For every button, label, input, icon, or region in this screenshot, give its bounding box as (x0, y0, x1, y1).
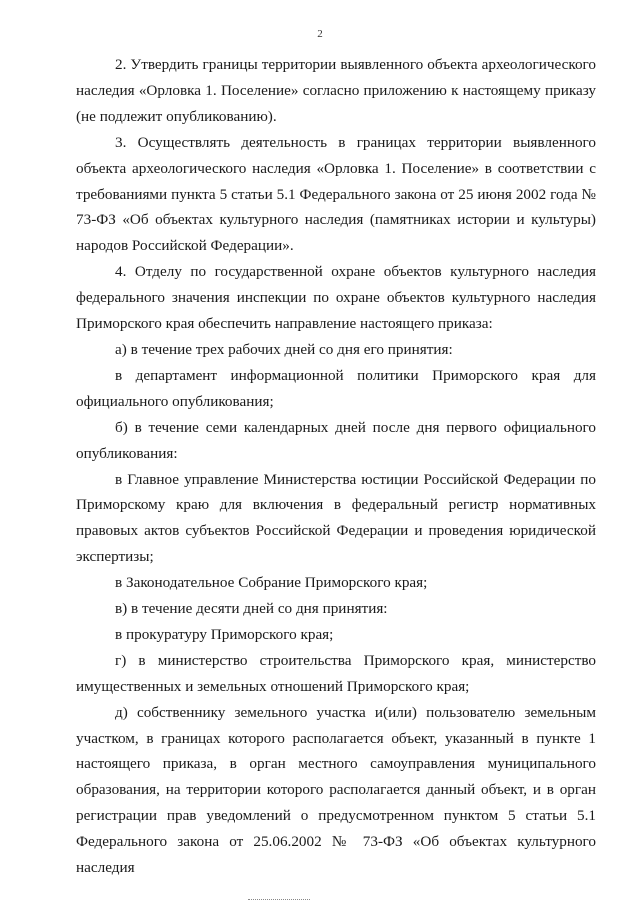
paragraph-item-d: д) собственнику земельного участка и(или) пользователю земельным участком, в границах которого располагается объект, указанный в пункте 1 настоящего приказа, в орган местного самоуправления муниципального образования, на территории которого располагается данный объект, и в орган регистрации прав уведомлений о предусмотренном пунктом 5 статьи 5.1 Федерального закона от 25.06.2002 № 73-ФЗ «Об объектах культурного наследия (76, 703, 596, 877)
paragraph-ministry-of-justice: в Главное управление Министерства юстиции Российской Федерации по Приморскому краю для включения в федеральный регистр нормативных правовых актов субъектов Российской Федерации и проведения юридической экспертизы; (76, 470, 596, 566)
paragraph-legislative-assembly: в Законодательное Собрание Приморского края; (115, 574, 428, 592)
paragraph-item-b: б) в течение семи календарных дней после дня первого официального опубликования: (76, 418, 596, 462)
paragraph-item-g: г) в министерство строительства Приморского края, министерство имущественных и земельных отношений Приморского края; (76, 651, 596, 695)
footer-dotted-line (248, 899, 310, 900)
document-body (76, 52, 596, 881)
paragraph-department-directive: 4. Отделу по государственной охране объектов культурного наследия федерального значения инспекции по охране объектов культурного наследия Приморского края обеспечить направление настоящего приказа: (76, 263, 596, 333)
paragraph-information-policy: в департамент информационной политики Приморского края для официального опубликования; (76, 366, 596, 410)
paragraph-approve-boundaries: 2. Утвердить границы территории выявленного объекта археологического наследия «Орловка 1. Поселение» согласно приложению к настоящему приказу (не подлежит опубликованию). (76, 56, 596, 125)
paragraph-activity-requirements: 3. Осуществлять деятельность в границах территории выявленного объекта археологического наследия «Орловка 1. Поселение» в соответствии с требованиями пункта 5 статьи 5.1 Федерального закона от 25 июня 2002 года № 73-ФЗ «Об объектах культурного наследия (памятниках истории и культуры) народов Российской Федерации». (76, 133, 596, 255)
page-number: 2 (317, 28, 323, 40)
paragraph-prosecutor: в прокуратуру Приморского края; (115, 625, 334, 643)
paragraph-item-v: в) в течение десяти дней со дня принятия: (115, 600, 388, 618)
paragraph-item-a: а) в течение трех рабочих дней со дня его принятия: (115, 340, 453, 358)
